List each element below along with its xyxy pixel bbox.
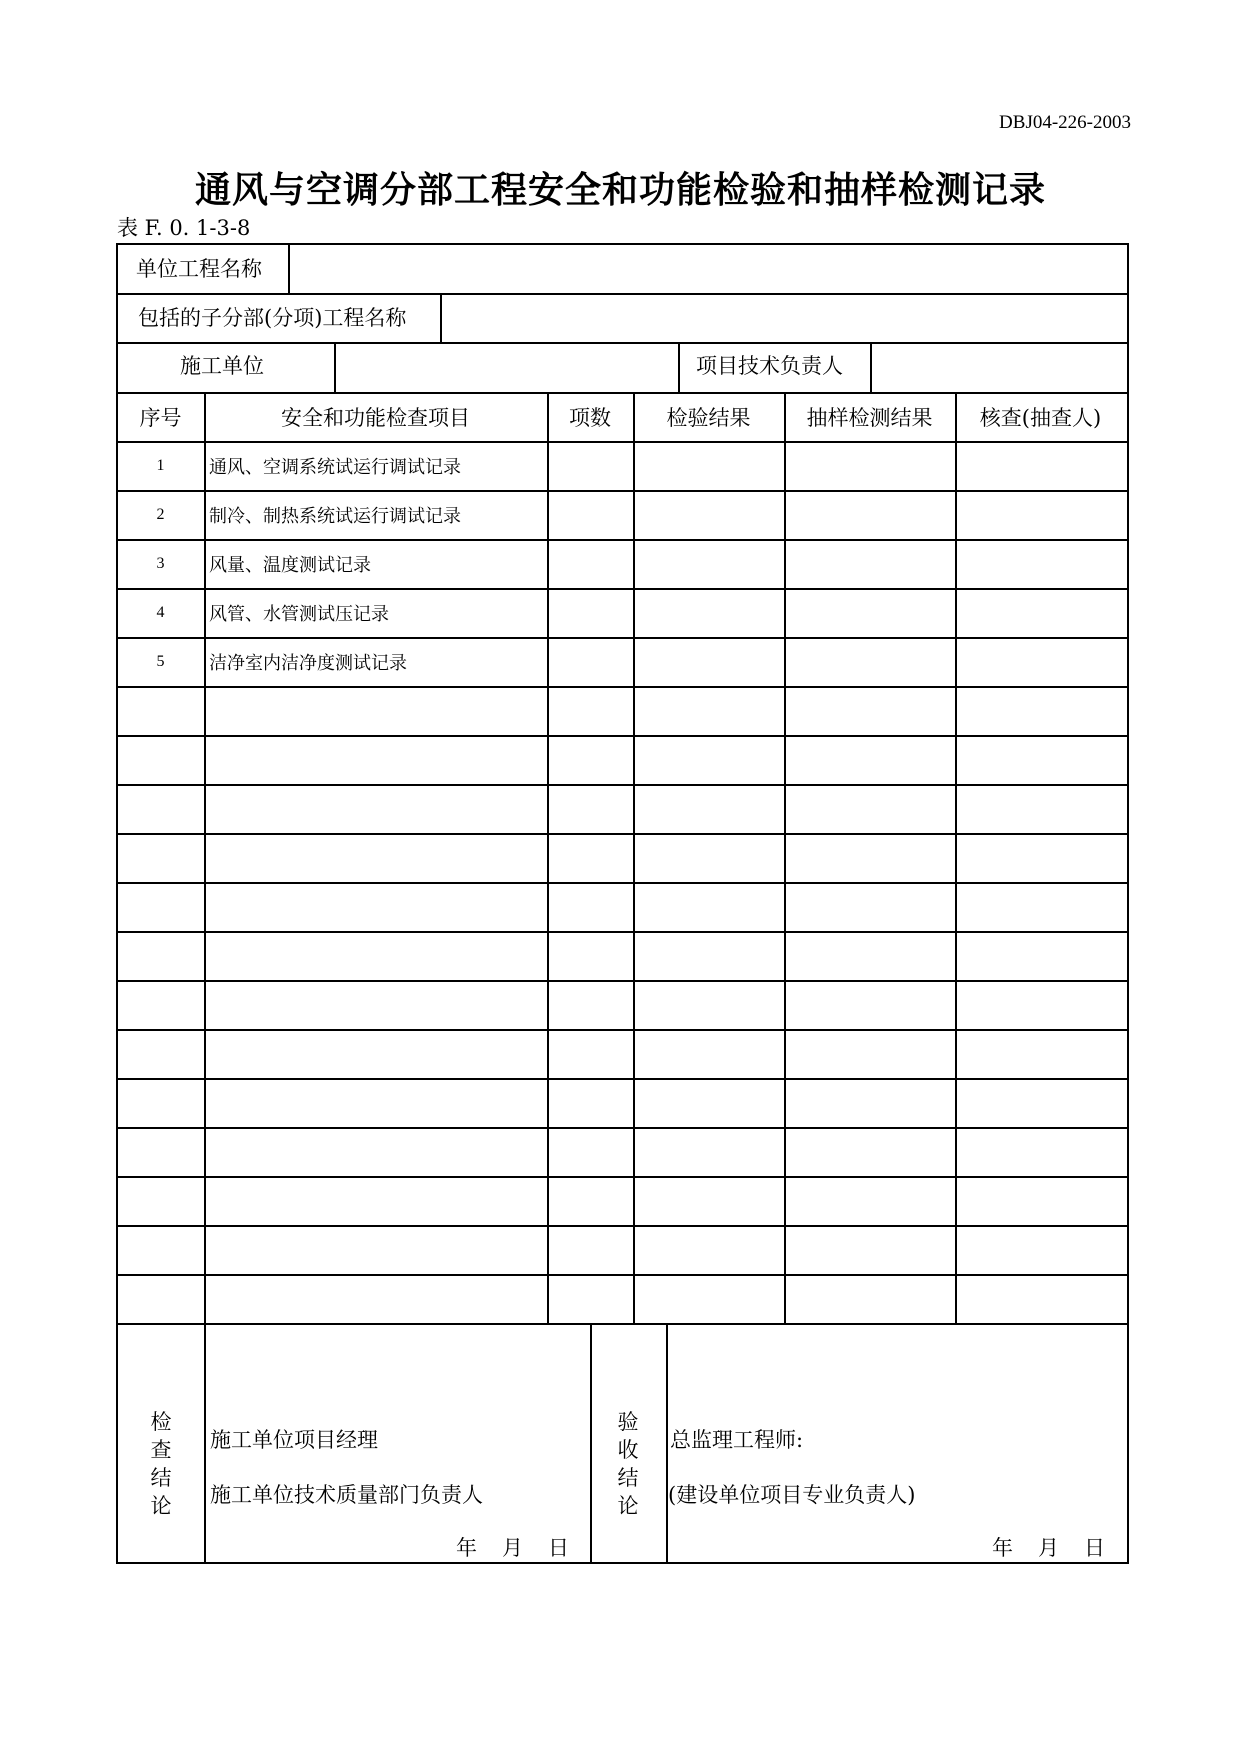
row-1-item: 通风、空调系统试运行调试记录 [209, 456, 461, 478]
col-header-result: 检验结果 [666, 405, 751, 430]
grid-line-h [116, 980, 1129, 982]
grid-line-v [666, 1323, 668, 1564]
unit-project-label: 单位工程名称 [136, 257, 262, 281]
form-number: 表 F. 0. 1-3-8 [117, 216, 251, 240]
grid-line-h [116, 1029, 1129, 1031]
owner-rep-line: (建设单位项目专业负责人) [668, 1483, 916, 1507]
row-5-item: 洁净室内洁净度测试记录 [209, 652, 407, 674]
tech-lead-label: 项目技术负责人 [696, 354, 843, 378]
grid-line-h [116, 784, 1129, 786]
grid-line-h [116, 1127, 1129, 1129]
sub-project-field[interactable] [440, 308, 1120, 330]
chief-supervisor-line: 总监理工程师: [670, 1428, 804, 1452]
row-4-no: 4 [156, 603, 165, 621]
sub-project-label: 包括的子分部(分项)工程名称 [138, 306, 407, 330]
grid-line-h [116, 1225, 1129, 1227]
col-header-count: 项数 [569, 405, 611, 430]
col-header-reviewer: 核查(抽查人) [979, 405, 1102, 430]
standard-code: DBJ04-226-2003 [999, 112, 1131, 133]
row-5-no: 5 [156, 652, 165, 670]
row-2-no: 2 [156, 505, 165, 523]
grid-line-h [116, 931, 1129, 933]
grid-line-v [955, 392, 957, 1325]
grid-line-h [116, 1176, 1129, 1178]
grid-line-h [116, 342, 1129, 344]
grid-line-h [116, 833, 1129, 835]
table-border-bottom [116, 1562, 1129, 1564]
inspection-conclusion-label: 检 查 结 论 [150, 1410, 172, 1518]
date-left: 年 月 日 [456, 1536, 571, 1560]
table-border-top [116, 243, 1129, 245]
grid-line-v [590, 1323, 592, 1564]
grid-line-v [547, 392, 549, 1325]
grid-line-v [204, 1323, 206, 1564]
contractor-field[interactable] [336, 356, 676, 378]
row-2-item: 制冷、制热系统试运行调试记录 [209, 505, 461, 527]
tech-lead-field[interactable] [870, 356, 1120, 378]
row-4-item: 风管、水管测试压记录 [209, 603, 389, 625]
col-header-item: 安全和功能检查项目 [281, 405, 470, 430]
contractor-label: 施工单位 [180, 354, 264, 378]
grid-line-v [678, 342, 680, 394]
grid-line-h [116, 686, 1129, 688]
grid-line-h [116, 1078, 1129, 1080]
col-header-sampling: 抽样检测结果 [806, 405, 933, 430]
col-header-no: 序号 [139, 405, 182, 430]
document-title: 通风与空调分部工程安全和功能检验和抽样检测记录 [194, 170, 1046, 211]
contractor-pm-line: 施工单位项目经理 [210, 1428, 378, 1452]
row-3-item: 风量、温度测试记录 [209, 554, 371, 576]
row-1-no: 1 [156, 456, 165, 474]
acceptance-conclusion-label: 验 收 结 论 [617, 1410, 639, 1518]
grid-line-h [116, 735, 1129, 737]
unit-project-field[interactable] [288, 259, 1118, 281]
grid-line-h [116, 293, 1129, 295]
grid-line-v [784, 392, 786, 1325]
contractor-quality-line: 施工单位技术质量部门负责人 [210, 1483, 483, 1507]
grid-line-h [116, 882, 1129, 884]
row-3-no: 3 [156, 554, 165, 572]
grid-line-h [116, 1274, 1129, 1276]
grid-line-v [633, 392, 635, 1325]
grid-line-h [116, 1323, 1129, 1325]
date-right: 年 月 日 [992, 1536, 1107, 1560]
